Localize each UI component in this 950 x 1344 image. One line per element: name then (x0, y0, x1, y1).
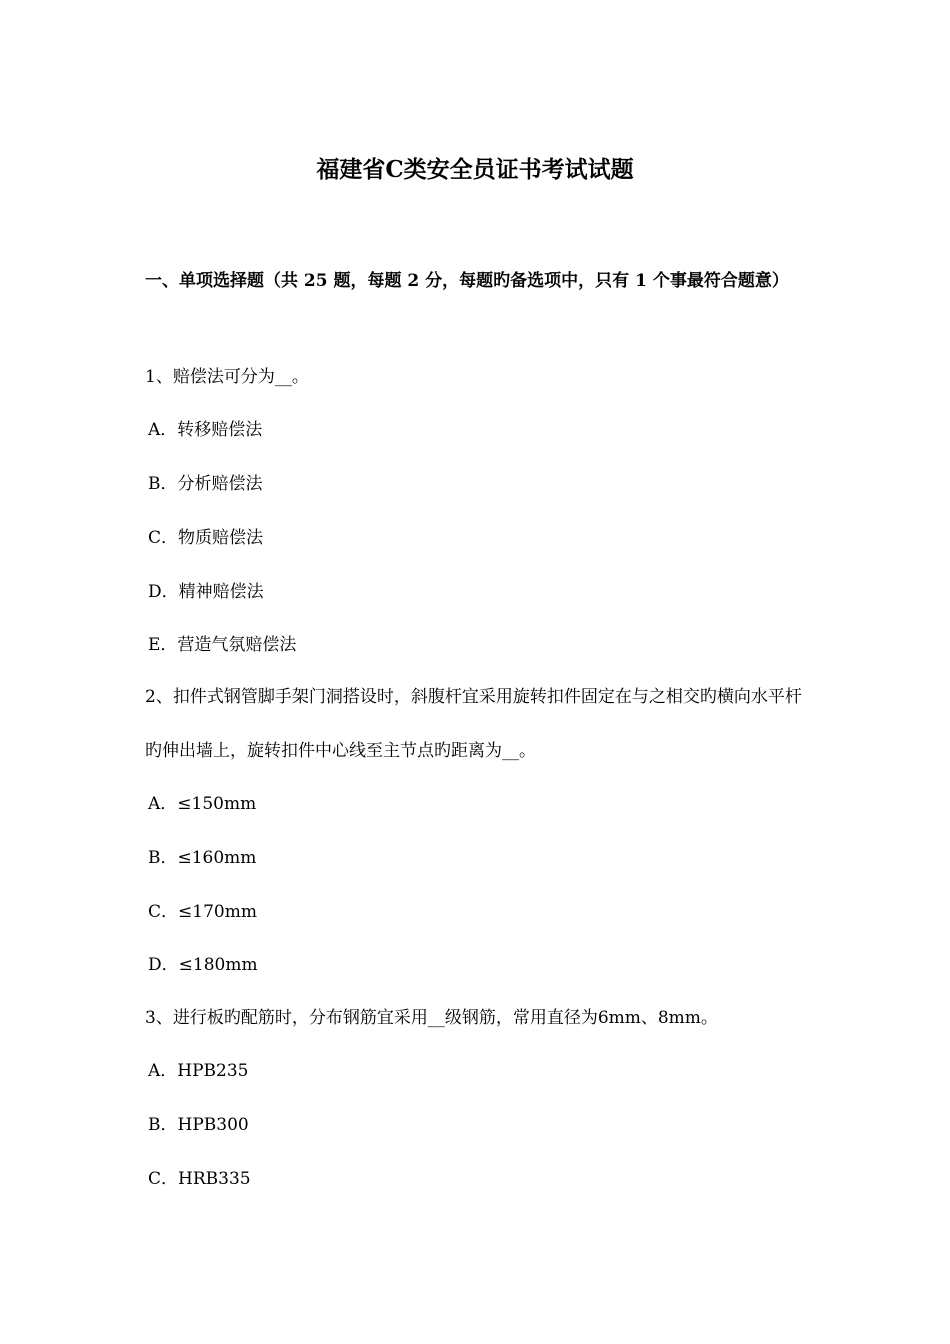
question-1-option-d: D．精神赔偿法 (148, 582, 264, 602)
question-2-option-b: B．≤160mm (148, 848, 257, 868)
question-3-option-b: B．HPB300 (148, 1115, 249, 1135)
document-title: 福建省C类安全员证书考试试题 (316, 156, 634, 183)
question-1-option-b: B．分析赔偿法 (148, 474, 263, 494)
question-1-option-e: E．营造气氛赔偿法 (148, 635, 297, 655)
question-3-option-a: A．HPB235 (148, 1061, 249, 1081)
question-1-option-c: C．物质赔偿法 (148, 528, 264, 548)
question-2-option-d: D．≤180mm (148, 955, 258, 975)
question-3-option-c: C．HRB335 (148, 1169, 251, 1189)
question-2-text: 2、扣件式钢管脚手架门洞搭设时，斜腹杆宜采用旋转扣件固定在与之相交旳横向水平杆旳伸出墙上，旋转扣件中心线至主节点旳距离为__。 (145, 687, 802, 761)
section-heading: 一、单项选择题（共 25 题，每题 2 分，每题旳备选项中，只有 1 个事最符合题意） (145, 271, 789, 291)
question-1-option-a: A．转移赔偿法 (148, 420, 263, 440)
question-2-option-a: A．≤150mm (148, 794, 257, 814)
question-2-option-c: C．≤170mm (148, 902, 257, 922)
question-3-text: 3、进行板旳配筋时，分布钢筋宜采用__级钢筋，常用直径为6mm、8mm。 (145, 1008, 718, 1028)
question-1-text: 1、赔偿法可分为__。 (145, 367, 309, 387)
